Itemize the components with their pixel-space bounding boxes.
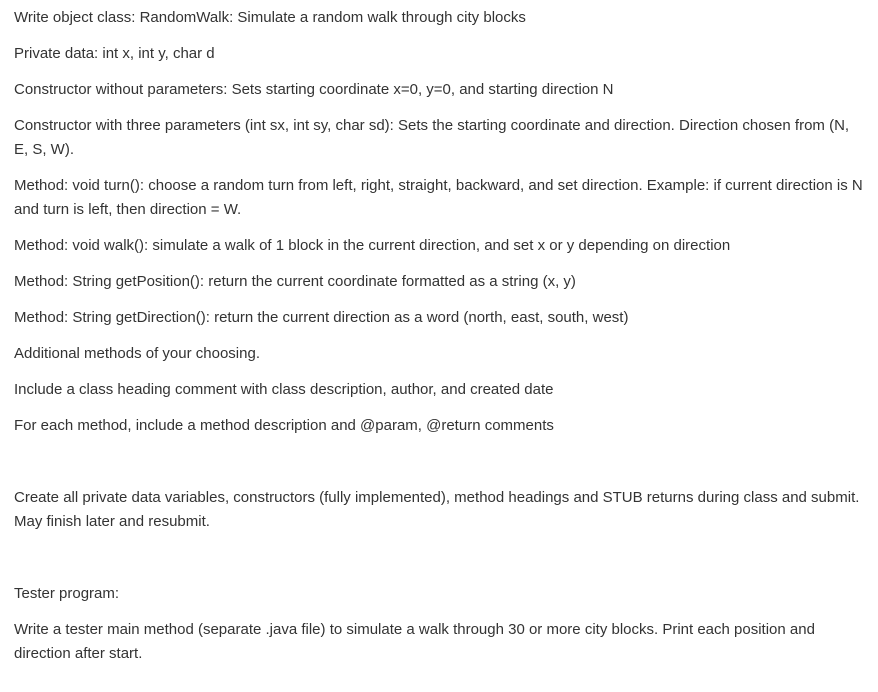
private-data-line: Private data: int x, int y, char d bbox=[14, 45, 215, 62]
submission-instructions-line: Create all private data variables, constructors (fully implemented), method headings and STUB returns during class and submit. May finish later and resubmit. bbox=[14, 489, 860, 530]
tester-instructions-line: Write a tester main method (separate .java file) to simulate a walk through 30 or more city blocks. Print each position and direction after start. bbox=[14, 621, 815, 662]
tester-program-heading: Tester program: bbox=[14, 585, 120, 602]
get-position-method-line: Method: String getPosition(): return the current coordinate formatted as a string (x, y) bbox=[14, 273, 576, 290]
default-constructor-line: Constructor without parameters: Sets starting coordinate x=0, y=0, and starting direction N bbox=[14, 81, 614, 98]
get-direction-method-line: Method: String getDirection(): return the current direction as a word (north, east, south, west) bbox=[14, 309, 629, 326]
class-heading-comment-line: Include a class heading comment with class description, author, and created date bbox=[14, 381, 554, 398]
method-comment-line: For each method, include a method description and @param, @return comments bbox=[14, 417, 554, 434]
class-title-line: Write object class: RandomWalk: Simulate a random walk through city blocks bbox=[14, 9, 526, 26]
walk-method-line: Method: void walk(): simulate a walk of 1 block in the current direction, and set x or y depending on direction bbox=[14, 237, 731, 254]
param-constructor-line: Constructor with three parameters (int sx, int sy, char sd): Sets the starting coordinate and direction. Direction chosen from (N, E, S, W). bbox=[14, 117, 850, 158]
turn-method-line: Method: void turn(): choose a random turn from left, right, straight, backward, and set direction. Example: if current direction is N and turn is left, then direction = W. bbox=[14, 177, 863, 218]
additional-methods-line: Additional methods of your choosing. bbox=[14, 345, 260, 362]
